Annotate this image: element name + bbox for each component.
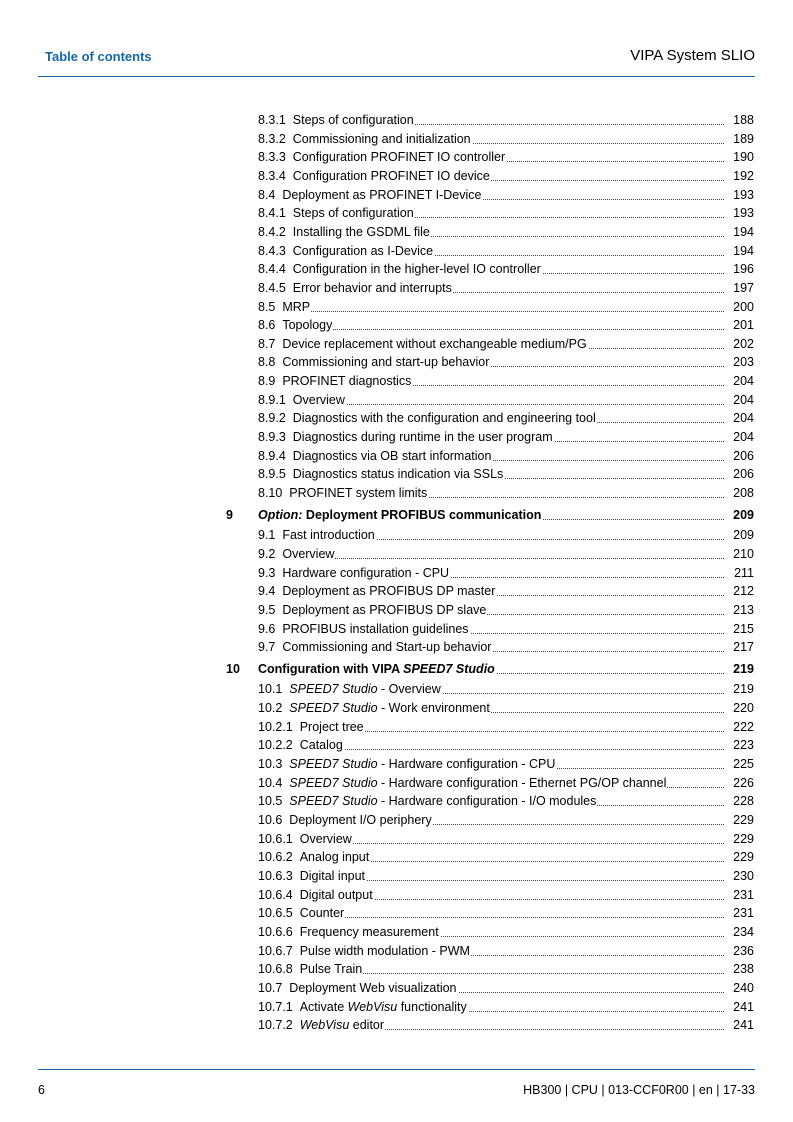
toc-entry-italic-prefix: SPEED7 Studio [289,776,378,790]
toc-entry-title: Overview [292,393,345,407]
toc-entry-page: 210 [727,545,754,563]
toc-entry[interactable] [258,699,754,717]
toc-entry-number: 10.7.2 [258,1018,293,1032]
toc-entry-page: 241 [727,998,754,1016]
toc-entry-title: Steps of configuration [292,113,414,127]
toc-entry-number: 10.5 [258,794,283,808]
toc-entry-italic-prefix: SPEED7 Studio [289,701,378,715]
toc-entry-number: 8.9.3 [258,430,286,444]
toc-entry-page: 189 [727,130,754,148]
toc-entry-title: PROFIBUS installation guidelines [282,622,469,636]
footer-rule [38,1069,755,1070]
toc-entry-title: Topology [282,318,333,332]
toc-entry-title: Deployment PROFIBUS communication [302,508,542,522]
toc-entry-title: - Hardware configuration - CPU [377,757,556,771]
toc-entry-title: Frequency measurement [299,925,439,939]
toc-entry-title: Configuration with VIPA [258,662,404,676]
toc-entry-number: 9.7 [258,640,276,654]
toc-entry-number: 9.2 [258,547,276,561]
toc-chapter-entry[interactable] [258,506,754,524]
toc-entry-title: Pulse width modulation - PWM [299,944,470,958]
toc-entry[interactable] [258,1016,754,1034]
toc-entry-page: 192 [727,167,754,185]
toc-entry[interactable] [258,601,754,619]
toc-entry-page: 201 [727,316,754,334]
toc-entry-number: 9.4 [258,584,276,598]
toc-entry-number: 10.7.1 [258,1000,293,1014]
toc-entry[interactable] [258,111,754,129]
toc-entry-number: 9.6 [258,622,276,636]
toc-entry-title: Diagnostics status indication via SSLs [292,467,504,481]
toc-entry-page: 226 [727,774,754,792]
toc-entry-page: 204 [727,409,754,427]
toc-entry-page: 217 [727,638,754,656]
toc-entry-number: 8.4.3 [258,244,286,258]
toc-entry[interactable] [258,923,754,941]
toc-entry[interactable] [258,186,754,204]
toc-entry-title: Commissioning and Start-up behavior [282,640,492,654]
toc-entry-number: 8.4.5 [258,281,286,295]
toc-entry[interactable] [258,353,754,371]
toc-entry[interactable] [258,960,754,978]
toc-entry[interactable] [258,298,754,316]
toc-entry[interactable] [258,755,754,773]
toc-entry-page: 219 [727,660,754,678]
toc-entry-number: 8.5 [258,300,276,314]
toc-entry[interactable] [258,428,754,446]
toc-entry-number: 8.9 [258,374,276,388]
toc-entry-page: 209 [727,506,754,524]
toc-entry-title: Diagnostics via OB start information [292,449,492,463]
toc-entry-number: 8.6 [258,318,276,332]
toc-entry-title: Deployment as PROFIBUS DP master [282,584,496,598]
toc-entry-number: 8.9.1 [258,393,286,407]
toc-entry-page: 206 [727,465,754,483]
toc-entry-number: 10.3 [258,757,283,771]
toc-entry-title: Configuration PROFINET IO controller [292,150,506,164]
toc-entry-number: 8.4.1 [258,206,286,220]
toc-entry-page: 208 [727,484,754,502]
toc-entry-page: 222 [727,718,754,736]
toc-entry[interactable] [258,680,754,698]
toc-entry-title: Commissioning and initialization [292,132,471,146]
toc-entry-title: MRP [282,300,311,314]
toc-entry-title: Overview [299,832,352,846]
toc-entry[interactable] [258,260,754,278]
toc-entry-title: PROFINET diagnostics [282,374,412,388]
toc-entry-page: 206 [727,447,754,465]
toc-entry-title: Diagnostics with the configuration and engineering tool [292,411,596,425]
toc-entry[interactable] [258,564,754,582]
toc-entry-number: 10.6.3 [258,869,293,883]
toc-entry-page: 236 [727,942,754,960]
toc-entry-number: 10.6 [258,813,283,827]
toc-entry[interactable] [258,242,754,260]
toc-entry[interactable] [258,774,754,792]
toc-entry-page: 234 [727,923,754,941]
toc-entry-italic-suffix: SPEED7 Studio [403,662,495,676]
toc-entry-title: Installing the GSDML file [292,225,430,239]
header-rule [38,76,755,77]
section-label: Table of contents [45,49,152,64]
toc-entry-number: 10.4 [258,776,283,790]
toc-entry[interactable] [258,718,754,736]
toc-entry[interactable] [258,409,754,427]
toc-entry-number: 10.2 [258,701,283,715]
toc-entry[interactable] [258,465,754,483]
toc-entry-page: 220 [727,699,754,717]
toc-entry-page: 209 [727,526,754,544]
toc-entry[interactable] [258,620,754,638]
toc-entry-number: 8.4 [258,188,276,202]
chapter-number: 10 [226,662,240,676]
toc-entry-italic-prefix: Option: [258,508,303,522]
toc-entry-page: 225 [727,755,754,773]
toc-entry-page: 193 [727,204,754,222]
toc-entry-italic-prefix: WebVisu [299,1018,350,1032]
toc-entry-page: 202 [727,335,754,353]
toc-entry-title-after: functionality [397,1000,467,1014]
toc-entry-number: 8.3.4 [258,169,286,183]
toc-entry[interactable] [258,148,754,166]
toc-entry[interactable] [258,526,754,544]
toc-entry-title: Overview [282,547,335,561]
toc-entry-number: 8.7 [258,337,276,351]
toc-entry-number: 10.6.1 [258,832,293,846]
toc-entry-italic-prefix: SPEED7 Studio [289,757,378,771]
toc-entry-page: 229 [727,811,754,829]
toc-entry-number: 10.7 [258,981,283,995]
toc-entry-title: Fast introduction [282,528,375,542]
toc-entry[interactable] [258,998,754,1016]
toc-entry-title: Deployment as PROFINET I-Device [282,188,482,202]
toc-entry[interactable] [258,886,754,904]
toc-entry[interactable] [258,447,754,465]
toc-entry-number: 8.10 [258,486,283,500]
toc-entry-number: 10.6.7 [258,944,293,958]
toc-entry-page: 238 [727,960,754,978]
toc-entry-title: Device replacement without exchangeable medium/PG [282,337,587,351]
toc-entry-number: 8.3.1 [258,113,286,127]
toc-entry[interactable] [258,391,754,409]
toc-entry[interactable] [258,942,754,960]
toc-entry-title: PROFINET system limits [289,486,428,500]
toc-entry-italic-suffix: WebVisu [347,1000,398,1014]
toc-entry[interactable] [258,736,754,754]
toc-entry-number: 8.9.4 [258,449,286,463]
toc-entry[interactable] [258,279,754,297]
toc-entry-italic-prefix: SPEED7 Studio [289,682,378,696]
toc-entry-title: Pulse Train [299,962,363,976]
toc-entry-title: Configuration as I-Device [292,244,434,258]
toc-entry-page: 229 [727,848,754,866]
toc-entry-title: Deployment as PROFIBUS DP slave [282,603,487,617]
toc-entry-number: 8.3.3 [258,150,286,164]
toc-entry-page: 194 [727,223,754,241]
toc-entry-number: 9.5 [258,603,276,617]
toc-entry-page: 241 [727,1016,754,1034]
toc-entry-title: Analog input [299,850,370,864]
toc-entry-page: 231 [727,886,754,904]
toc-entry-italic-prefix: SPEED7 Studio [289,794,378,808]
toc-entry-title: Commissioning and start-up behavior [282,355,490,369]
toc-entry-page: 211 [728,564,754,582]
toc-entry-title: Project tree [299,720,364,734]
toc-entry-title: Steps of configuration [292,206,414,220]
toc-entry-page: 190 [727,148,754,166]
toc-entry-page: 213 [727,601,754,619]
toc-entry-title: editor [349,1018,385,1032]
toc-entry[interactable] [258,167,754,185]
doc-reference: HB300 | CPU | 013-CCF0R00 | en | 17-33 [523,1083,755,1097]
toc-entry[interactable] [258,545,754,563]
toc-entry-page: 223 [727,736,754,754]
toc-entry-number: 8.4.4 [258,262,286,276]
toc-entry-title: Diagnostics during runtime in the user program [292,430,553,444]
toc-entry-page: 219 [727,680,754,698]
toc-entry-number: 10.1 [258,682,283,696]
toc-entry-page: 204 [727,391,754,409]
toc-chapter-entry[interactable] [258,660,754,678]
toc-entry-page: 188 [727,111,754,129]
toc-entry-title: Counter [299,906,345,920]
toc-entry-number: 8.4.2 [258,225,286,239]
toc-entry-number: 9.3 [258,566,276,580]
toc-entry-number: 9.1 [258,528,276,542]
toc-entry[interactable] [258,316,754,334]
toc-entry-page: 229 [727,830,754,848]
toc-entry[interactable] [258,484,754,502]
page-number: 6 [38,1083,45,1097]
document-title: VIPA System SLIO [630,47,755,64]
toc-entry[interactable] [258,979,754,997]
toc-entry-number: 10.6.8 [258,962,293,976]
toc-entry-title: Configuration PROFINET IO device [292,169,490,183]
toc-entry-title: Digital input [299,869,366,883]
toc-entry[interactable] [258,848,754,866]
toc-entry[interactable] [258,811,754,829]
toc-entry[interactable] [258,904,754,922]
toc-entry-number: 10.6.5 [258,906,293,920]
toc-entry-title: Activate [299,1000,348,1014]
toc-entry-page: 200 [727,298,754,316]
toc-entry-page: 203 [727,353,754,371]
toc-entry-number: 10.6.6 [258,925,293,939]
toc-entry[interactable] [258,867,754,885]
toc-entry-page: 230 [727,867,754,885]
toc-entry-title: Error behavior and interrupts [292,281,452,295]
toc-entry-page: 197 [727,279,754,297]
toc-entry[interactable] [258,335,754,353]
toc-entry-number: 10.6.4 [258,888,293,902]
dot-leader [258,311,724,312]
toc-entry[interactable] [258,792,754,810]
toc-entry[interactable] [258,130,754,148]
toc-entry-title: Hardware configuration - CPU [282,566,450,580]
toc-entry-number: 10.6.2 [258,850,293,864]
toc-entry-title: Catalog [299,738,343,752]
toc-entry[interactable] [258,638,754,656]
toc-entry-title: Digital output [299,888,373,902]
toc-entry-number: 10.2.1 [258,720,293,734]
toc-entry-number: 8.9.5 [258,467,286,481]
toc-entry-page: 212 [727,582,754,600]
toc-entry-title: - Hardware configuration - Ethernet PG/OP channel [377,776,667,790]
toc-entry-page: 204 [727,428,754,446]
toc-entry-page: 193 [727,186,754,204]
toc-entry[interactable] [258,223,754,241]
toc-entry-page: 194 [727,242,754,260]
toc-entry-number: 8.8 [258,355,276,369]
toc-entry-title: - Overview [377,682,441,696]
toc-entry[interactable] [258,372,754,390]
toc-entry-page: 196 [727,260,754,278]
toc-entry-page: 228 [727,792,754,810]
toc-entry-page: 215 [727,620,754,638]
toc-entry[interactable] [258,582,754,600]
toc-entry-title: Configuration in the higher-level IO controller [292,262,541,276]
toc-entry-title: Deployment I/O periphery [289,813,432,827]
toc-entry-number: 8.9.2 [258,411,286,425]
toc-entry-number: 8.3.2 [258,132,286,146]
toc-entry[interactable] [258,830,754,848]
toc-entry[interactable] [258,204,754,222]
toc-entry-number: 10.2.2 [258,738,293,752]
toc-entry-title: - Work environment [377,701,490,715]
chapter-number: 9 [226,508,233,522]
toc-entry-page: 231 [727,904,754,922]
toc-entry-title: - Hardware configuration - I/O modules [377,794,597,808]
toc-entry-page: 204 [727,372,754,390]
toc-entry-page: 240 [727,979,754,997]
toc-entry-title: Deployment Web visualization [289,981,457,995]
